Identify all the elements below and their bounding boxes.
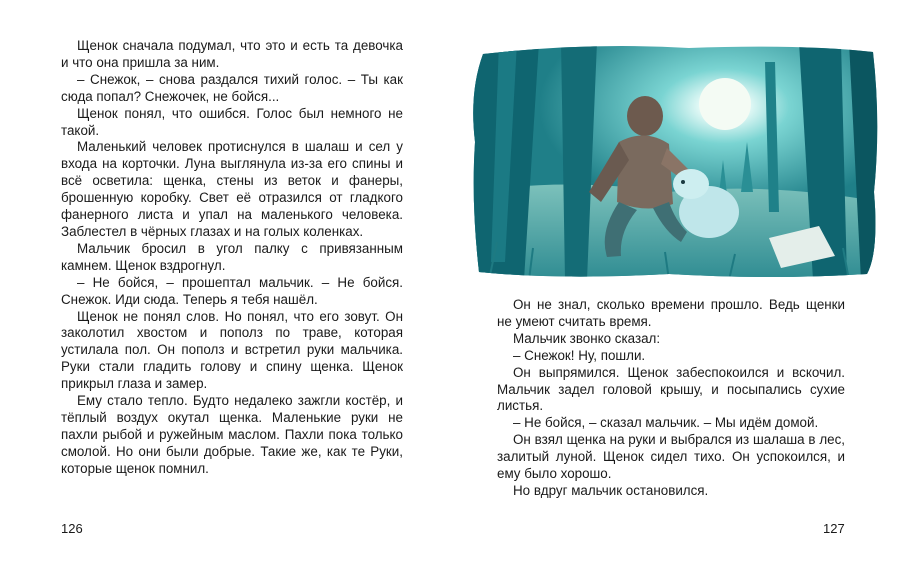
paragraph: Мальчик звонко сказал: xyxy=(513,330,661,346)
paragraph: Маленький человек протиснулся в шалаш и сел у входа на корточки. Луна выглянула из-за его спины и всё осветила: щенка, стены из веток и фанеры, брошенную коробку. Свет её отразился от гладкого фанерного листа и упал на маленького человека. Заблестел в чёрных глазах и на голых коленках. xyxy=(61,139,403,239)
paragraph: Щенок сначала подумал, что это и есть та девочка и что она пришла за ним. xyxy=(61,38,403,70)
right-text-column xyxy=(497,297,845,500)
paragraph: – Не бойся, – сказал мальчик. – Мы идём домой. xyxy=(513,415,819,431)
paragraph: Он не знал, сколько времени прошло. Ведь щенки не умеют считать время. xyxy=(497,297,845,329)
paragraph: Ему стало тепло. Будто недалеко зажгли костёр, и тёплый воздух окутал щенка. Маленькие руки не пахли рыбой и ружейным маслом. Пахли пока только смолой. Но они были добрые. Такие же, как те Руки, которые щенок помнил. xyxy=(61,393,403,476)
paragraph: Он взял щенка на руки и выбрался из шалаша в лес, залитый луной. Щенок сидел тихо. Он успокоился, и ему было хорошо. xyxy=(497,432,845,482)
paragraph: Щенок не понял слов. Но понял, что его зовут. Он заколотил хвостом и пополз по траве, которая устилала пол. Он пополз и встретил руки мальчика. Руки стали гладить голову и спину щенка. Щенок прикрыл глаза и замер. xyxy=(61,308,403,392)
moon xyxy=(699,78,751,130)
paragraph: – Снежок, – снова раздался тихий голос. – Ты как сюда попал? Снежочек, не бойся... xyxy=(61,71,403,104)
paragraph: Он выпрямился. Щенок забеспокоился и вскочил. Мальчик задел головой крышу, и посыпались сухие листья. xyxy=(497,364,845,414)
page-number-right: 127 xyxy=(823,521,845,536)
paragraph: – Снежок! Ну, пошли. xyxy=(513,347,646,363)
paragraph: Щенок понял, что ошибся. Голос был немного не такой. xyxy=(61,105,403,138)
paragraph: – Не бойся, – прошептал мальчик. – Не бойся. Снежок. Иди сюда. Теперь я тебя нашёл. xyxy=(61,274,403,307)
illustration-boy-with-puppy xyxy=(469,42,881,280)
right-page xyxy=(450,0,900,576)
left-text-column xyxy=(61,38,403,478)
page-number-left: 126 xyxy=(61,521,83,536)
paragraph: Мальчик бросил в угол палку с привязанным камнем. Щенок вздрогнул. xyxy=(61,240,403,273)
paragraph: Но вдруг мальчик остановился. xyxy=(513,482,709,498)
